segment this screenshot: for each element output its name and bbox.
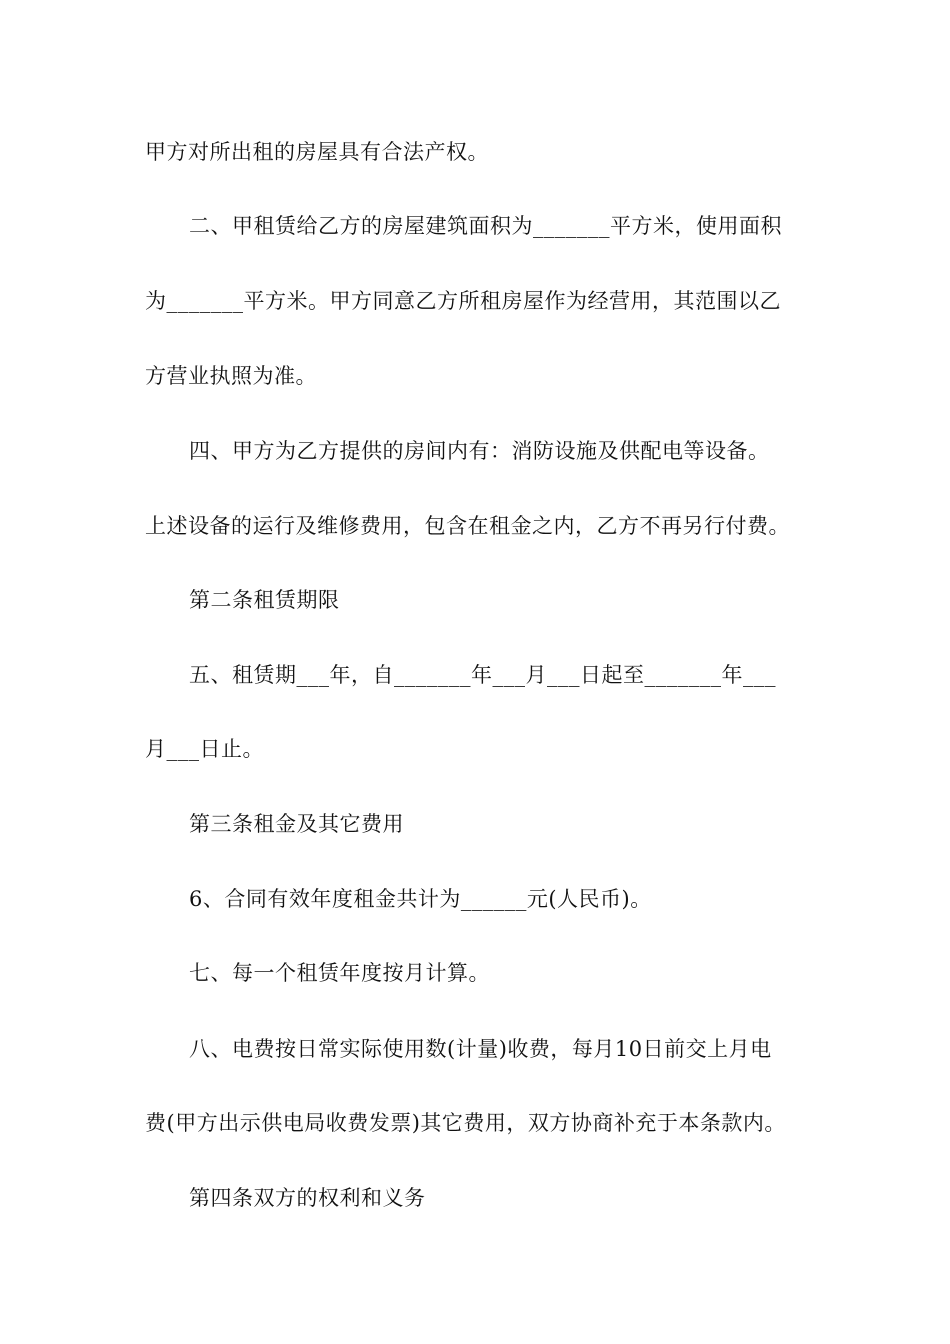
paragraph-line: 四、甲方为乙方提供的房间内有：消防设施及供配电等设备。 <box>189 439 770 463</box>
paragraph-line: 上述设备的运行及维修费用，包含在租金之内，乙方不再另行付费。 <box>145 514 790 538</box>
paragraph-line: 方营业执照为准。 <box>145 364 317 388</box>
paragraph-line: 费(甲方出示供电局收费发票)其它费用，双方协商补充于本条款内。 <box>145 1111 786 1135</box>
section-heading: 第二条租赁期限 <box>189 588 340 612</box>
section-heading: 第四条双方的权利和义务 <box>189 1186 426 1210</box>
paragraph-line: 八、电费按日常实际使用数(计量)收费，每月10日前交上月电 <box>189 1037 772 1061</box>
paragraph-line: 为_______平方米。甲方同意乙方所租房屋作为经营用，其范围以乙 <box>145 289 781 313</box>
paragraph-line: 七、每一个租赁年度按月计算。 <box>189 961 490 985</box>
section-heading: 第三条租金及其它费用 <box>189 812 404 836</box>
paragraph-line: 甲方对所出租的房屋具有合法产权。 <box>145 140 489 164</box>
paragraph-line: 6、合同有效年度租金共计为______元(人民币)。 <box>189 887 652 911</box>
paragraph-line: 月___日止。 <box>145 737 264 761</box>
paragraph-line: 五、租赁期___年，自_______年___月___日起至_______年___ <box>189 663 776 687</box>
paragraph-line: 二、甲租赁给乙方的房屋建筑面积为_______平方米，使用面积 <box>189 214 782 238</box>
